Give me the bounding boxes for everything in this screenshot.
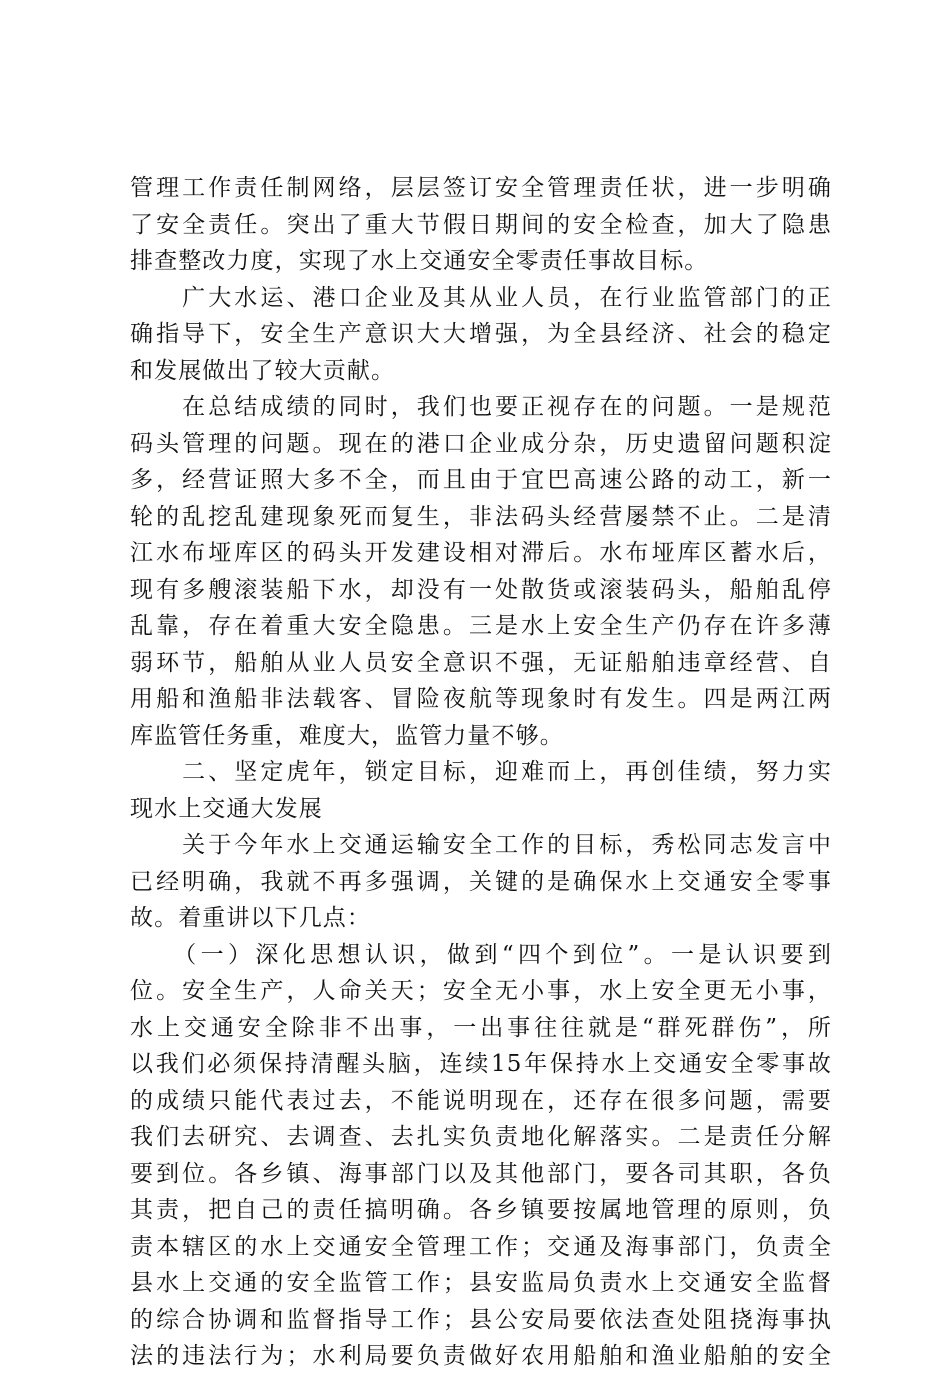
text-line: 确指导下，安全生产意识大大增强，为全县经济、社会的稳定 [130,321,832,347]
body-text [130,170,832,1375]
text-line: 关于今年水上交通运输安全工作的目标，秀松同志发言中 [130,832,832,858]
text-line: 现水上交通大发展 [130,795,323,822]
text-line: 用船和渔船非法载客、冒险夜航等现象时有发生。四是两江两 [130,686,832,712]
text-line: 现有多艘滚装船下水，却没有一处散货或滚装码头，船舶乱停 [130,576,832,603]
text-line: 责本辖区的水上交通安全管理工作；交通及海事部门，负责全 [130,1233,832,1260]
text-line: 以我们必须保持清醒头脑，连续15年保持水上交通安全零事故 [130,1051,832,1077]
text-line: 法的违法行为；水利局要负责做好农用船舶和渔业船舶的安全 [130,1343,832,1369]
text-line: 县水上交通的安全监管工作；县安监局负责水上交通安全监督 [130,1270,832,1296]
text-line: 要到位。各乡镇、海事部门以及其他部门，要各司其职，各负 [130,1160,832,1187]
text-line: 库监管任务重，难度大，监管力量不够。 [130,722,564,749]
text-line: 水上交通安全除非不出事，一出事往往就是“群死群伤”，所 [130,1014,832,1041]
text-line: 其责，把自己的责任搞明确。各乡镇要按属地管理的原则，负 [130,1197,832,1223]
text-line: 了安全责任。突出了重大节假日期间的安全检查，加大了隐患 [130,211,832,238]
text-line: 二、坚定虎年，锁定目标，迎难而上，再创佳绩，努力实 [130,759,832,785]
text-line: 我们去研究、去调查、去扎实负责地化解落实。二是责任分解 [130,1124,832,1150]
text-line: 的成绩只能代表过去，不能说明现在，还存在很多问题，需要 [130,1087,832,1114]
text-line: 已经明确，我就不再多强调，关键的是确保水上交通安全零事 [130,868,832,895]
text-line: 和发展做出了较大贡献。 [130,357,396,384]
text-line: 江水布垭库区的码头开发建设相对滞后。水布垭库区蓄水后， [130,540,832,566]
text-line: 码头管理的问题。现在的港口企业成分杂，历史遗留问题积淀 [130,430,832,457]
text-line: 广大水运、港口企业及其从业人员，在行业监管部门的正 [130,284,832,311]
text-line: （一）深化思想认识，做到“四个到位”。一是认识要到 [130,941,832,968]
text-line: 故。着重讲以下几点： [130,905,371,931]
text-line: 轮的乱挖乱建现象死而复生，非法码头经营屡禁不止。二是清 [130,503,832,530]
text-line: 在总结成绩的同时，我们也要正视存在的问题。一是规范 [130,394,832,420]
text-line: 管理工作责任制网络，层层签订安全管理责任状，进一步明确 [130,175,832,201]
text-line: 的综合协调和监督指导工作；县公安局要依法查处阻挠海事执 [130,1306,832,1333]
text-line: 多，经营证照大多不全，而且由于宜巴高速公路的动工，新一 [130,467,832,493]
text-line: 位。安全生产，人命关天；安全无小事，水上安全更无小事， [130,978,832,1004]
text-line: 乱靠，存在着重大安全隐患。三是水上安全生产仍存在许多薄 [130,613,832,639]
text-line: 排查整改力度，实现了水上交通安全零责任事故目标。 [130,248,709,274]
text-line: 弱环节，船舶从业人员安全意识不强，无证船舶违章经营、自 [130,649,832,676]
